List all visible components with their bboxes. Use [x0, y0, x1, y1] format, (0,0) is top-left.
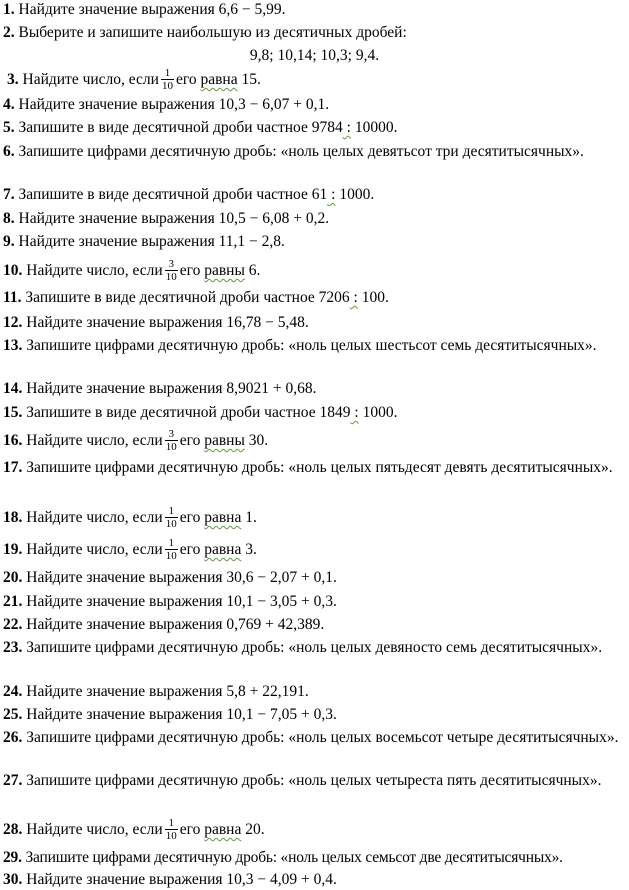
fraction: $\frac{1}{10}$ [161, 67, 173, 92]
task-24: 24. Найдите значение выражения 5,8 + 22,191. [3, 683, 309, 700]
task-19: 19. Найдите число, если $\frac{1}{10}$ его равна 3. [3, 537, 257, 562]
fraction: $\frac{3}{10}$ [165, 428, 177, 453]
task-25: 25. Найдите значение выражения 10,1 − 7,05 + 0,3. [3, 706, 337, 723]
task-30: 30. Найдите значение выражения 10,3 − 4,09 + 0,4. [3, 871, 337, 888]
task-26: 26. Запишите цифрами десятичную дробь: «ноль целых восемьсот четыре десятитысячных». [3, 729, 619, 746]
task-16: 16. Найдите число, если $\frac{3}{10}$ его равны 30. [3, 428, 269, 453]
fraction: $\frac{1}{10}$ [165, 817, 177, 842]
task-23: 23. Запишите цифрами десятичную дробь: «ноль целых девяносто семь десятитысячных». [3, 639, 603, 656]
task-13: 13. Запишите цифрами десятичную дробь: «ноль целых шестьсот семь десятитысячных». [3, 337, 597, 354]
task-28: 28. Найдите число, если $\frac{1}{10}$ его равна 20. [3, 817, 265, 842]
task-2: 2. Выберите и запишите наибольшую из десятичных дробей: [3, 24, 407, 41]
fraction: $\frac{1}{10}$ [165, 537, 177, 562]
task-1: 1. Найдите значение выражения 6,6 − 5,99. [3, 1, 286, 18]
task-22: 22. Найдите значение выражения 0,769 + 42,389. [3, 616, 325, 633]
task-5: 5. Запишите в виде десятичной дроби частное 9784 : 10000. [3, 119, 398, 136]
fraction: $\frac{1}{10}$ [165, 505, 177, 530]
task-21: 21. Найдите значение выражения 10,1 − 3,05 + 0,3. [3, 593, 337, 610]
task-20: 20. Найдите значение выражения 30,6 − 2,07 + 0,1. [3, 569, 337, 586]
task-10: 10. Найдите число, если $\frac{3}{10}$ его равны 6. [3, 258, 261, 283]
task-17: 17. Запишите цифрами десятичную дробь: «ноль целых пятьдесят девять десятитысячных». [3, 459, 613, 476]
task-15: 15. Запишите в виде десятичной дроби частное 1849 : 1000. [3, 404, 398, 421]
task-18: 18. Найдите число, если $\frac{1}{10}$ его равна 1. [3, 505, 257, 530]
task-3: 3. Найдите число, если $\frac{1}{10}$ его равна 15. [7, 67, 261, 92]
task-4: 4. Найдите значение выражения 10,3 − 6,07 + 0,1. [3, 96, 330, 113]
task-27: 27. Запишите цифрами десятичную дробь: «ноль целых четыреста пять десятитысячных». [3, 772, 602, 789]
task-7: 7. Запишите в виде десятичной дроби частное 61 : 1000. [3, 186, 375, 203]
task-6: 6. Запишите цифрами десятичную дробь: «ноль целых девятьсот три десятитысячных». [3, 143, 584, 160]
task-14: 14. Найдите значение выражения 8,9021 + 0,68. [3, 380, 317, 397]
task-9: 9. Найдите значение выражения 11,1 − 2,8. [3, 233, 285, 250]
task-8: 8. Найдите значение выражения 10,5 − 6,08 + 0,2. [3, 210, 330, 227]
task-29: 29. Запишите цифрами десятичную дробь: «ноль целых семьсот две десятитысячных». [3, 849, 563, 866]
fraction: $\frac{3}{10}$ [165, 258, 177, 283]
task-12: 12. Найдите значение выражения 16,78 − 5,48. [3, 314, 309, 331]
task-11: 11. Запишите в виде десятичной дроби частное 7206 : 100. [3, 289, 389, 306]
task-2-numbers: 9,8; 10,14; 10,3; 9,4. [249, 47, 380, 64]
